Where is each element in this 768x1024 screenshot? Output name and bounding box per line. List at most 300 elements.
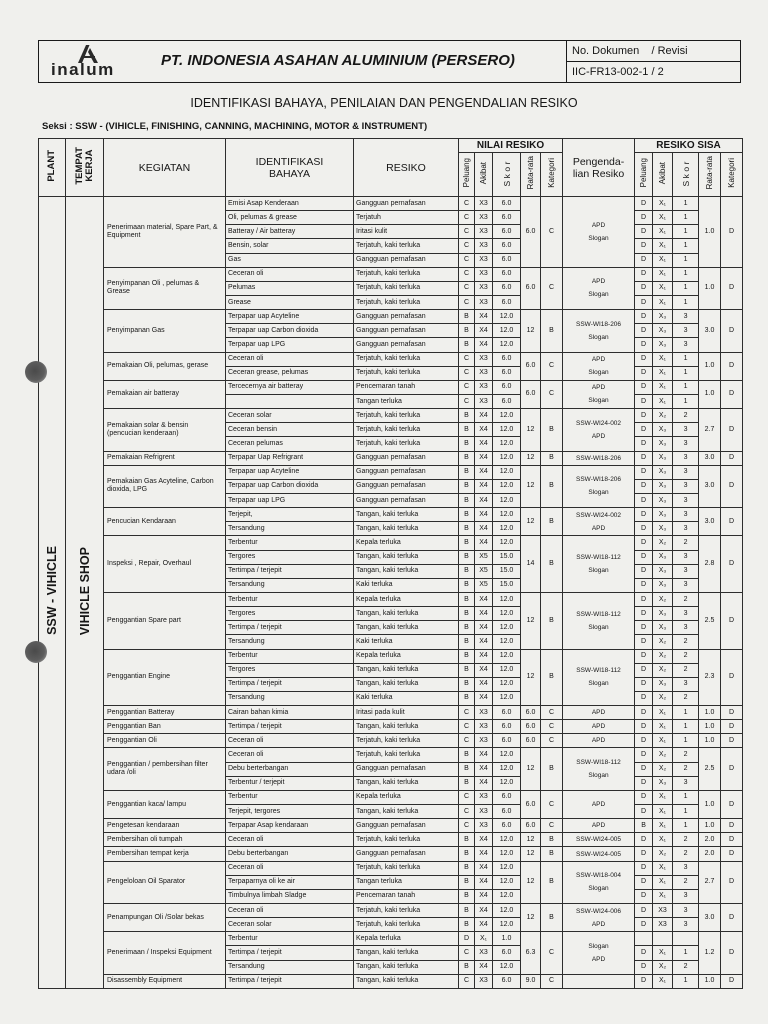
risk-cell: Kaki terluka [354, 691, 459, 705]
residual-consequence-cell: X₁ [653, 366, 673, 380]
average-score-cell: 6.0 [521, 734, 541, 748]
residual-probability-cell: D [635, 295, 653, 309]
residual-score-cell: 2 [673, 536, 699, 550]
risk-category-cell: C [541, 932, 563, 974]
probability-cell: B [459, 833, 475, 847]
table-row [39, 734, 743, 748]
risk-control-item: SSW-WI24-002 [576, 511, 622, 519]
residual-score-cell: 3 [673, 904, 699, 918]
hazard-cell: Tersandung [226, 578, 354, 592]
residual-probability-cell: D [635, 861, 653, 875]
residual-score-cell: 1 [673, 734, 699, 748]
probability-cell: B [459, 889, 475, 903]
residual-consequence-cell: X₁ [653, 720, 673, 734]
average-score-cell: 12 [521, 748, 541, 790]
residual-score-cell: 2 [673, 875, 699, 889]
consequence-cell: X3 [475, 706, 493, 720]
score-cell: 12.0 [493, 324, 521, 338]
risk-category-cell: B [541, 409, 563, 451]
score-cell: 12.0 [493, 423, 521, 437]
average-score-cell: 12 [521, 861, 541, 903]
risk-control-cell [563, 819, 635, 833]
risk-cell: Terjatuh, kaki terluka [354, 239, 459, 253]
hazard-cell: Bensin, solar [226, 239, 354, 253]
consequence-cell: X4 [475, 409, 493, 423]
average-score-cell: 12 [521, 310, 541, 352]
risk-category-cell: B [541, 748, 563, 790]
column-header-workplace [66, 139, 104, 197]
residual-probability-cell: D [635, 649, 653, 663]
hazard-cell: Terpapar uap Acyteline [226, 310, 354, 324]
probability-cell: C [459, 974, 475, 988]
hazard-cell: Ceceran bensin [226, 423, 354, 437]
consequence-cell: X4 [475, 493, 493, 507]
score-cell: 12.0 [493, 508, 521, 522]
residual-probability-cell: D [635, 197, 653, 211]
residual-score-cell: 2 [673, 691, 699, 705]
residual-probability-cell: D [635, 904, 653, 918]
company-name: PT. INDONESIA ASAHAN ALUMINIUM (PERSERO) [161, 52, 515, 69]
residual-consequence-cell: X₁ [653, 861, 673, 875]
hazard-cell: Tergores [226, 663, 354, 677]
residual-consequence-cell: X₁ [653, 805, 673, 819]
hazard-cell: Oli, pelumas & grease [226, 211, 354, 225]
hazard-cell: Terpapar uap Carbon dioxida [226, 479, 354, 493]
hazard-cell: Terpapar Uap Refrigrant [226, 451, 354, 465]
risk-control-item: APD [591, 524, 606, 532]
consequence-cell: X3 [475, 352, 493, 366]
risk-control-item: SSW-WI18-112 [576, 554, 621, 562]
residual-score-cell: 1 [673, 253, 699, 267]
residual-average-cell: 2.8 [699, 536, 721, 593]
probability-cell: C [459, 946, 475, 960]
consequence-cell: X4 [475, 621, 493, 635]
activity-cell: Penggantian Oli [104, 734, 226, 748]
hazard-cell: Ceceran solar [226, 918, 354, 932]
score-cell: 15.0 [493, 578, 521, 592]
probability-cell: B [459, 762, 475, 776]
risk-cell: Gangguan pernafasan [354, 762, 459, 776]
probability-cell: C [459, 295, 475, 309]
risk-control-item: SSW-WI18-206 [576, 320, 622, 328]
hazard-cell: Ceceran grease, pelumas [226, 366, 354, 380]
table-row [39, 974, 743, 988]
hazard-cell: Ceceran oli [226, 833, 354, 847]
table-row [39, 267, 743, 281]
hazard-cell: Tertimpa / terjepit [226, 720, 354, 734]
probability-cell: B [459, 663, 475, 677]
risk-control-item: Slogan [588, 369, 609, 377]
residual-score-cell: 3 [673, 621, 699, 635]
residual-average-cell: 2.5 [699, 748, 721, 790]
risk-category-cell: B [541, 451, 563, 465]
residual-consequence-cell: X₂ [653, 691, 673, 705]
residual-average-cell: 3.0 [699, 508, 721, 536]
residual-category-cell: D [721, 310, 743, 352]
risk-control-item: APD [591, 801, 606, 809]
residual-score-cell: 3 [673, 918, 699, 932]
score-cell: 12.0 [493, 889, 521, 903]
risk-cell: Tangan, kaki terluka [354, 564, 459, 578]
risk-cell: Kepala terluka [354, 592, 459, 606]
risk-control-cell [563, 833, 635, 847]
residual-score-cell: 2 [673, 847, 699, 861]
consequence-cell: X3 [475, 267, 493, 281]
residual-average-cell: 1.0 [699, 706, 721, 720]
residual-consequence-cell: X₁ [653, 875, 673, 889]
document-number-label: No. Dokumen / Revisi [567, 41, 741, 62]
score-cell: 12.0 [493, 904, 521, 918]
average-score-cell: 6.0 [521, 706, 541, 720]
residual-probability-cell: D [635, 550, 653, 564]
hazard-cell: Tertimpa / terjepit [226, 974, 354, 988]
residual-category-cell: D [721, 451, 743, 465]
probability-cell: B [459, 776, 475, 790]
risk-control-item: Slogan [588, 291, 609, 299]
residual-average-cell: 1.0 [699, 197, 721, 268]
probability-cell: B [459, 748, 475, 762]
residual-consequence-cell: X₂ [653, 635, 673, 649]
residual-probability-cell: D [635, 946, 653, 960]
risk-control-item: SSW-WI24-002 [576, 419, 622, 427]
risk-control-cell [563, 267, 635, 309]
consequence-cell: X3 [475, 366, 493, 380]
risk-category-cell: B [541, 847, 563, 861]
residual-score-cell: 1 [673, 819, 699, 833]
risk-cell: Tangan, kaki terluka [354, 946, 459, 960]
residual-score-cell: 1 [673, 352, 699, 366]
residual-score-cell: 3 [673, 338, 699, 352]
score-cell: 12.0 [493, 536, 521, 550]
risk-control-cell [563, 310, 635, 352]
residual-score-cell: 1 [673, 366, 699, 380]
probability-cell: B [459, 564, 475, 578]
residual-score-cell: 2 [673, 748, 699, 762]
residual-consequence-cell [653, 932, 673, 946]
residual-consequence-cell: X₃ [653, 550, 673, 564]
risk-control-item: SSW-WI18-206 [576, 476, 622, 484]
risk-cell: Terjatuh, kaki terluka [354, 295, 459, 309]
hazard-cell: Ceceran oli [226, 748, 354, 762]
hazard-cell: Tercecernya air batteray [226, 380, 354, 394]
residual-category-cell: D [721, 847, 743, 861]
probability-cell: C [459, 380, 475, 394]
activity-cell: Pembersihan oli tumpah [104, 833, 226, 847]
risk-cell: Gangguan pernafasan [354, 253, 459, 267]
hazard-cell: Ceceran oli [226, 861, 354, 875]
residual-consequence-cell: X₁ [653, 211, 673, 225]
residual-consequence-cell: X₁ [653, 833, 673, 847]
probability-cell: C [459, 706, 475, 720]
column-header-score: Skor [493, 153, 521, 197]
residual-score-cell: 3 [673, 578, 699, 592]
activity-cell: Penerimaan material, Spare Part, & Equipment [104, 197, 226, 268]
residual-category-cell: D [721, 536, 743, 593]
residual-consequence-cell: X₃ [653, 677, 673, 691]
residual-category-cell: D [721, 380, 743, 408]
table-row [39, 932, 743, 946]
hazard-cell: Terpapar uap LPG [226, 493, 354, 507]
residual-probability-cell: D [635, 734, 653, 748]
risk-control-item: APD [591, 432, 606, 440]
score-cell: 12.0 [493, 635, 521, 649]
probability-cell: B [459, 423, 475, 437]
residual-probability-cell: D [635, 366, 653, 380]
activity-cell: Penyimpanan Gas [104, 310, 226, 352]
residual-probability-cell: D [635, 493, 653, 507]
score-cell: 12.0 [493, 875, 521, 889]
average-score-cell: 12 [521, 451, 541, 465]
risk-cell: Terjatuh, kaki terluka [354, 748, 459, 762]
residual-average-cell: 2.5 [699, 592, 721, 649]
score-cell: 12.0 [493, 465, 521, 479]
residual-consequence-cell: X₂ [653, 847, 673, 861]
residual-score-cell: 2 [673, 833, 699, 847]
hazard-cell: Debu berterbangan [226, 847, 354, 861]
residual-category-cell: D [721, 790, 743, 818]
score-cell: 12.0 [493, 861, 521, 875]
residual-category-cell: D [721, 267, 743, 309]
risk-control-item: Slogan [588, 680, 609, 688]
residual-probability-cell: D [635, 635, 653, 649]
average-score-cell: 12 [521, 409, 541, 451]
probability-cell: B [459, 578, 475, 592]
risk-cell: Pencemaran tanah [354, 889, 459, 903]
residual-probability-cell: B [635, 819, 653, 833]
probability-cell: B [459, 338, 475, 352]
risk-cell: Gangguan pernafasan [354, 338, 459, 352]
residual-category-cell: D [721, 734, 743, 748]
residual-average-cell: 3.0 [699, 465, 721, 507]
risk-cell: Terjatuh, kaki terluka [354, 267, 459, 281]
residual-average-cell: 2.7 [699, 409, 721, 451]
table-body [39, 197, 743, 989]
residual-consequence-cell: X₃ [653, 437, 673, 451]
residual-probability-cell: D [635, 423, 653, 437]
risk-cell: Gangguan pernafasan [354, 847, 459, 861]
risk-control-cell [563, 790, 635, 818]
consequence-cell: X3 [475, 394, 493, 408]
residual-score-cell: 3 [673, 465, 699, 479]
risk-cell: Gangguan pernafasan [354, 324, 459, 338]
risk-cell: Tangan, kaki terluka [354, 720, 459, 734]
risk-category-cell: B [541, 592, 563, 649]
score-cell: 15.0 [493, 550, 521, 564]
residual-score-cell: 3 [673, 310, 699, 324]
risk-cell: Tangan, kaki terluka [354, 621, 459, 635]
residual-probability-cell: D [635, 479, 653, 493]
score-cell: 12.0 [493, 409, 521, 423]
activity-cell: Pembersihan tempat kerja [104, 847, 226, 861]
hazard-cell: Terjepit, [226, 508, 354, 522]
consequence-cell: X4 [475, 607, 493, 621]
score-cell: 12.0 [493, 621, 521, 635]
score-cell: 6.0 [493, 805, 521, 819]
section-label: Seksi : SSW - (VIHICLE, FINISHING, CANNING, MACHINING, MOTOR & INSTRUMENT) [42, 121, 428, 132]
probability-cell: B [459, 918, 475, 932]
score-cell: 12.0 [493, 847, 521, 861]
risk-cell: Terjatuh, kaki terluka [354, 861, 459, 875]
control-header-line: lian Resiko [572, 167, 625, 180]
residual-score-cell: 3 [673, 423, 699, 437]
column-header-risk-control [563, 139, 635, 197]
probability-cell: B [459, 691, 475, 705]
consequence-cell: X4 [475, 861, 493, 875]
residual-probability-cell: D [635, 974, 653, 988]
residual-category-cell: D [721, 833, 743, 847]
hazard-cell: Tergores [226, 607, 354, 621]
column-header-residual-score: Skor [673, 153, 699, 197]
residual-score-cell: 1 [673, 974, 699, 988]
residual-probability-cell: D [635, 847, 653, 861]
consequence-cell: X4 [475, 451, 493, 465]
score-cell: 12.0 [493, 649, 521, 663]
residual-average-cell: 1.0 [699, 380, 721, 408]
table-row [39, 649, 743, 663]
activity-cell: Pemakaian solar & bensin (pencucian kenderaan) [104, 409, 226, 451]
score-cell: 6.0 [493, 366, 521, 380]
probability-cell: B [459, 465, 475, 479]
probability-cell: B [459, 550, 475, 564]
consequence-cell: X4 [475, 310, 493, 324]
table-row [39, 861, 743, 875]
probability-cell: C [459, 239, 475, 253]
risk-cell: Terjatuh, kaki terluka [354, 734, 459, 748]
residual-consequence-cell: X₁ [653, 281, 673, 295]
average-score-cell: 12 [521, 592, 541, 649]
residual-consequence-cell: X₃ [653, 479, 673, 493]
residual-probability-cell: D [635, 720, 653, 734]
residual-consequence-cell: X₁ [653, 352, 673, 366]
risk-control-item: SSW-WI24-006 [576, 907, 622, 915]
residual-category-cell: D [721, 861, 743, 903]
residual-probability-cell: D [635, 310, 653, 324]
residual-probability-cell: D [635, 536, 653, 550]
risk-cell: Terjatuh, kaki terluka [354, 437, 459, 451]
consequence-cell: X3 [475, 281, 493, 295]
probability-cell: C [459, 197, 475, 211]
probability-cell: B [459, 536, 475, 550]
residual-score-cell: 1 [673, 706, 699, 720]
residual-score-cell: 3 [673, 522, 699, 536]
risk-cell: Terjatuh [354, 211, 459, 225]
residual-score-cell: 1 [673, 281, 699, 295]
residual-consequence-cell: X₁ [653, 239, 673, 253]
residual-score-cell: 1 [673, 805, 699, 819]
score-cell: 12.0 [493, 338, 521, 352]
consequence-cell: X4 [475, 423, 493, 437]
workplace-header-line: KERJA [83, 149, 95, 183]
probability-cell: B [459, 592, 475, 606]
average-score-cell: 6.0 [521, 352, 541, 380]
table-row [39, 536, 743, 550]
column-header-average: Rata-rata [521, 153, 541, 197]
table-row [39, 790, 743, 804]
risk-cell: Terjatuh, kaki terluka [354, 352, 459, 366]
logo-wordmark: inalum [51, 60, 115, 79]
hazard-cell [226, 394, 354, 408]
residual-score-cell: 2 [673, 409, 699, 423]
risk-category-cell: C [541, 380, 563, 408]
activity-cell: Pemakaian Refrigrent [104, 451, 226, 465]
residual-score-cell: 1 [673, 394, 699, 408]
probability-cell: C [459, 225, 475, 239]
hazard-cell: Emisi Asap Kenderaan [226, 197, 354, 211]
table-row [39, 720, 743, 734]
residual-consequence-cell: X₃ [653, 508, 673, 522]
probability-cell: C [459, 281, 475, 295]
probability-cell: C [459, 352, 475, 366]
hazard-cell: Terpapar uap Acyteline [226, 465, 354, 479]
consequence-cell: X4 [475, 522, 493, 536]
residual-probability-cell: D [635, 522, 653, 536]
consequence-cell: X4 [475, 677, 493, 691]
punch-hole [25, 641, 47, 663]
average-score-cell: 6.0 [521, 380, 541, 408]
residual-score-cell: 1 [673, 225, 699, 239]
consequence-cell: X4 [475, 904, 493, 918]
risk-control-cell [563, 861, 635, 903]
residual-category-cell: D [721, 720, 743, 734]
hazard-cell: Terpapar uap Carbon dioxida [226, 324, 354, 338]
hazard-table [38, 138, 743, 989]
probability-cell: B [459, 875, 475, 889]
activity-cell: Pemakaian Oli, pelumas, gerase [104, 352, 226, 380]
activity-cell: Pengetesan kendaraan [104, 819, 226, 833]
residual-consequence-cell: X₁ [653, 946, 673, 960]
risk-control-cell [563, 748, 635, 790]
score-cell: 12.0 [493, 762, 521, 776]
average-score-cell: 6.3 [521, 932, 541, 974]
probability-cell: C [459, 720, 475, 734]
residual-probability-cell: D [635, 465, 653, 479]
column-header-activity: KEGIATAN [104, 139, 226, 197]
score-cell: 6.0 [493, 790, 521, 804]
risk-category-cell: B [541, 508, 563, 536]
hazard-cell: Terbentur [226, 592, 354, 606]
workplace-label: VIHICLE SHOP [77, 546, 92, 636]
risk-category-cell: C [541, 974, 563, 988]
risk-cell: Tangan terluka [354, 394, 459, 408]
risk-control-item: SSW-WI24-005 [576, 836, 622, 844]
residual-probability-cell: D [635, 564, 653, 578]
residual-average-cell: 3.0 [699, 451, 721, 465]
residual-probability-cell: D [635, 776, 653, 790]
probability-cell: B [459, 479, 475, 493]
score-cell: 12.0 [493, 479, 521, 493]
residual-consequence-cell: X₁ [653, 197, 673, 211]
consequence-cell: X3 [475, 295, 493, 309]
score-cell: 6.0 [493, 211, 521, 225]
residual-score-cell: 1 [673, 267, 699, 281]
probability-cell: B [459, 409, 475, 423]
risk-cell: Kepala terluka [354, 790, 459, 804]
hazard-cell: Ceceran oli [226, 904, 354, 918]
score-cell: 1.0 [493, 932, 521, 946]
risk-cell: Tangan, kaki terluka [354, 974, 459, 988]
residual-probability-cell: D [635, 875, 653, 889]
risk-cell: Terjatuh, kaki terluka [354, 904, 459, 918]
residual-probability-cell: D [635, 394, 653, 408]
residual-consequence-cell: X₁ [653, 790, 673, 804]
hazard-cell: Pelumas [226, 281, 354, 295]
activity-cell: Penggantian Ban [104, 720, 226, 734]
risk-cell: Tangan, kaki terluka [354, 960, 459, 974]
risk-category-cell: C [541, 706, 563, 720]
hazard-cell: Batteray / Air batteray [226, 225, 354, 239]
risk-control-item: Slogan [588, 234, 609, 242]
probability-cell: C [459, 267, 475, 281]
